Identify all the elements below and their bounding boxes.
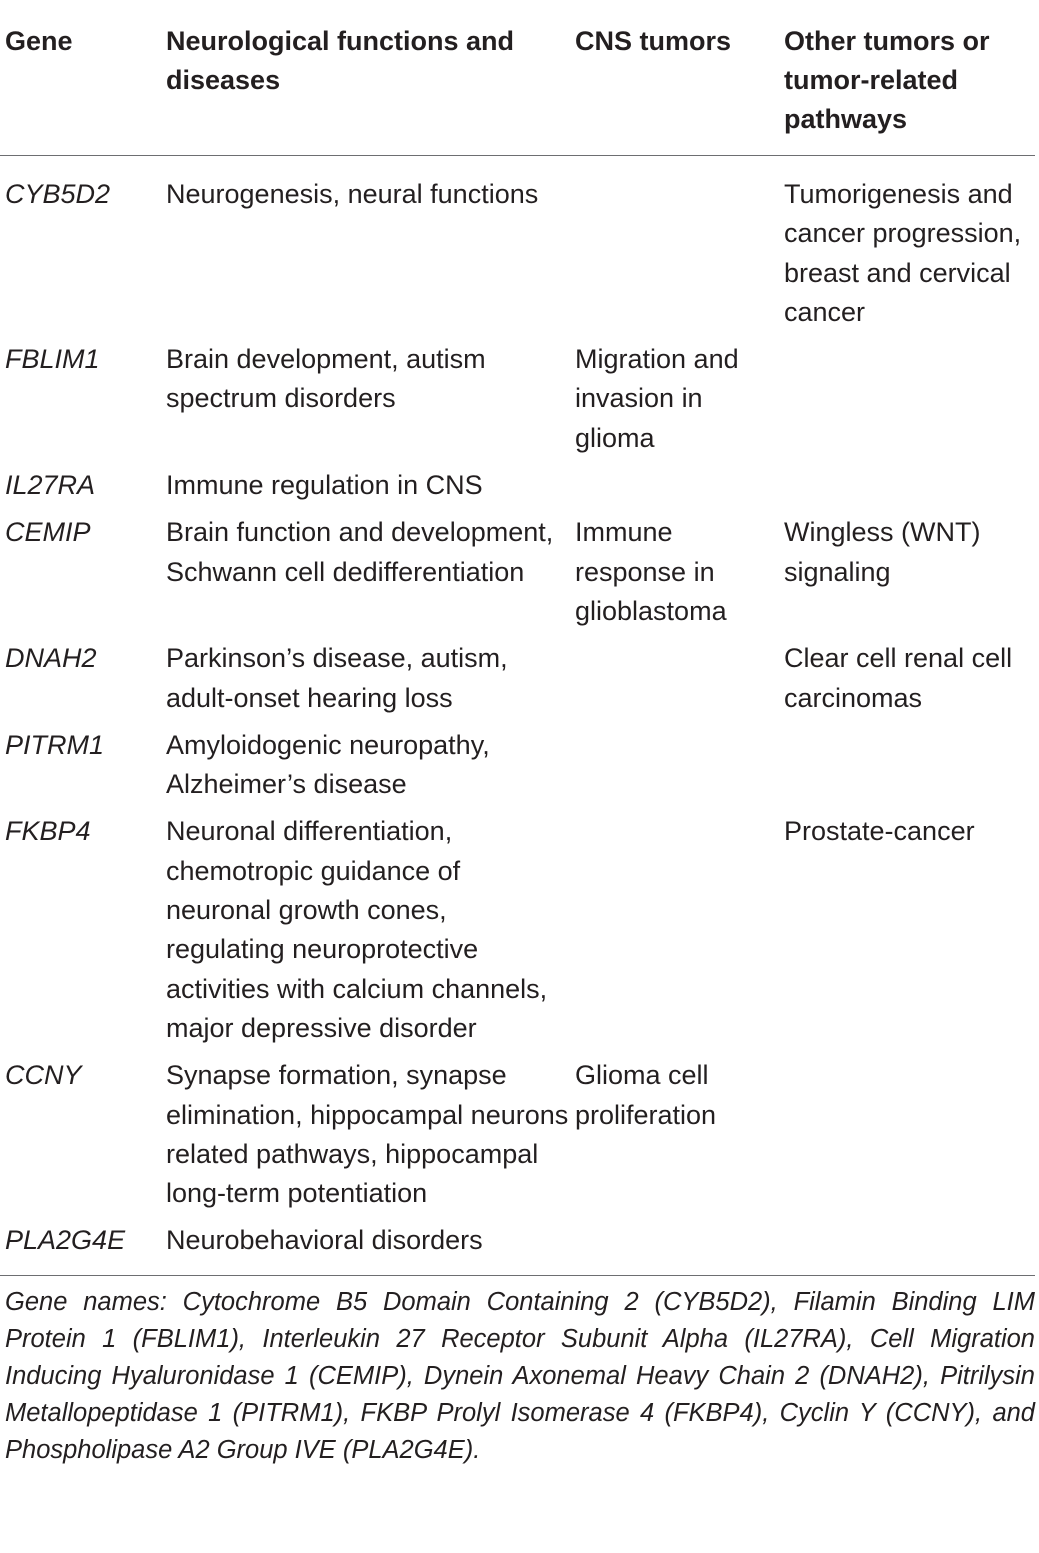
- gene-cell: CCNY: [5, 1060, 82, 1091]
- gene-cell: PITRM1: [5, 729, 105, 760]
- footnote-row: [0, 1275, 1035, 1469]
- other-cell: [779, 466, 1035, 513]
- gene-cell: FBLIM1: [5, 344, 100, 375]
- table-row: [0, 1056, 1035, 1221]
- other-cell: [779, 726, 1035, 813]
- cns-cell: [570, 1221, 779, 1275]
- cns-cell: Immune response in glioblastoma: [575, 517, 727, 626]
- other-cell: Prostate-cancer: [784, 816, 975, 847]
- table-row: [0, 340, 1035, 466]
- header-row: [0, 0, 1035, 156]
- header-other-tumors: Other tumors or tumor-related pathways: [779, 0, 1035, 156]
- table-row: [0, 513, 1035, 639]
- neuro-cell: Brain development, autism spectrum disorders: [166, 344, 486, 414]
- neuro-cell: Immune regulation in CNS: [166, 470, 483, 501]
- gene-cell: DNAH2: [5, 643, 97, 674]
- header-neurological: Neurological functions and diseases: [161, 0, 570, 156]
- table-row: [0, 726, 1035, 813]
- gene-cell: FKBP4: [5, 816, 91, 847]
- gene-cell: IL27RA: [5, 470, 96, 501]
- cns-cell: [570, 156, 779, 341]
- table-row: [0, 466, 1035, 513]
- neuro-cell: Parkinson’s disease, autism, adult-onset hearing loss: [166, 643, 508, 713]
- other-cell: Clear cell renal cell carcinomas: [784, 643, 1013, 713]
- other-cell: [779, 1221, 1035, 1275]
- table-row: [0, 1221, 1035, 1275]
- other-cell: [779, 340, 1035, 466]
- other-cell: Tumorigenesis and cancer progression, breast and cervical cancer: [784, 179, 1022, 327]
- gene-cell: CEMIP: [5, 517, 91, 548]
- header-gene: Gene: [0, 0, 161, 156]
- cns-cell: [570, 726, 779, 813]
- neuro-cell: Brain function and development, Schwann cell dedifferentiation: [166, 517, 554, 587]
- table-footnote: Gene names: Cytochrome B5 Domain Containing 2 (CYB5D2), Filamin Binding LIM Protein 1 (FBLIM1), Interleukin 27 Receptor Subunit Alpha (IL27RA), Cell Migration Inducing Hyaluronidase 1 (CEMIP), Dynein Axonemal Heavy Chain 2 (DNAH2), Pitrilysin Metallopeptidase 1 (PITRM1), FKBP Prolyl Isomerase 4 (FKBP4), Cyclin Y (CCNY), and Phospholipase A2 Group IVE (PLA2G4E).: [0, 1275, 1035, 1469]
- cns-cell: Migration and invasion in glioma: [575, 344, 739, 453]
- neuro-cell: Synapse formation, synapse elimination, hippocampal neurons related pathways, hippocampal long-term potentiation: [166, 1060, 569, 1209]
- table-row: [0, 812, 1035, 1056]
- neuro-cell: Amyloidogenic neuropathy, Alzheimer’s disease: [166, 729, 490, 800]
- header-cns-tumors: CNS tumors: [570, 0, 779, 156]
- table-row: [0, 639, 1035, 726]
- cns-cell: [570, 466, 779, 513]
- neuro-cell: Neurogenesis, neural functions: [166, 179, 539, 209]
- gene-cell: CYB5D2: [5, 179, 111, 209]
- neuro-cell: Neurobehavioral disorders: [166, 1225, 483, 1256]
- other-cell: Wingless (WNT) signaling: [784, 517, 981, 587]
- neuro-cell: Neuronal differentiation, chemotropic guidance of neuronal growth cones, regulating neuroprotective activities with calcium channels, major depressive disorder: [166, 816, 548, 1043]
- other-cell: [779, 1056, 1035, 1221]
- cns-cell: [570, 812, 779, 1056]
- gene-cell: PLA2G4E: [5, 1225, 126, 1256]
- cns-cell: [570, 639, 779, 726]
- cns-cell: Glioma cell proliferation: [575, 1060, 717, 1130]
- table-row: [0, 156, 1035, 341]
